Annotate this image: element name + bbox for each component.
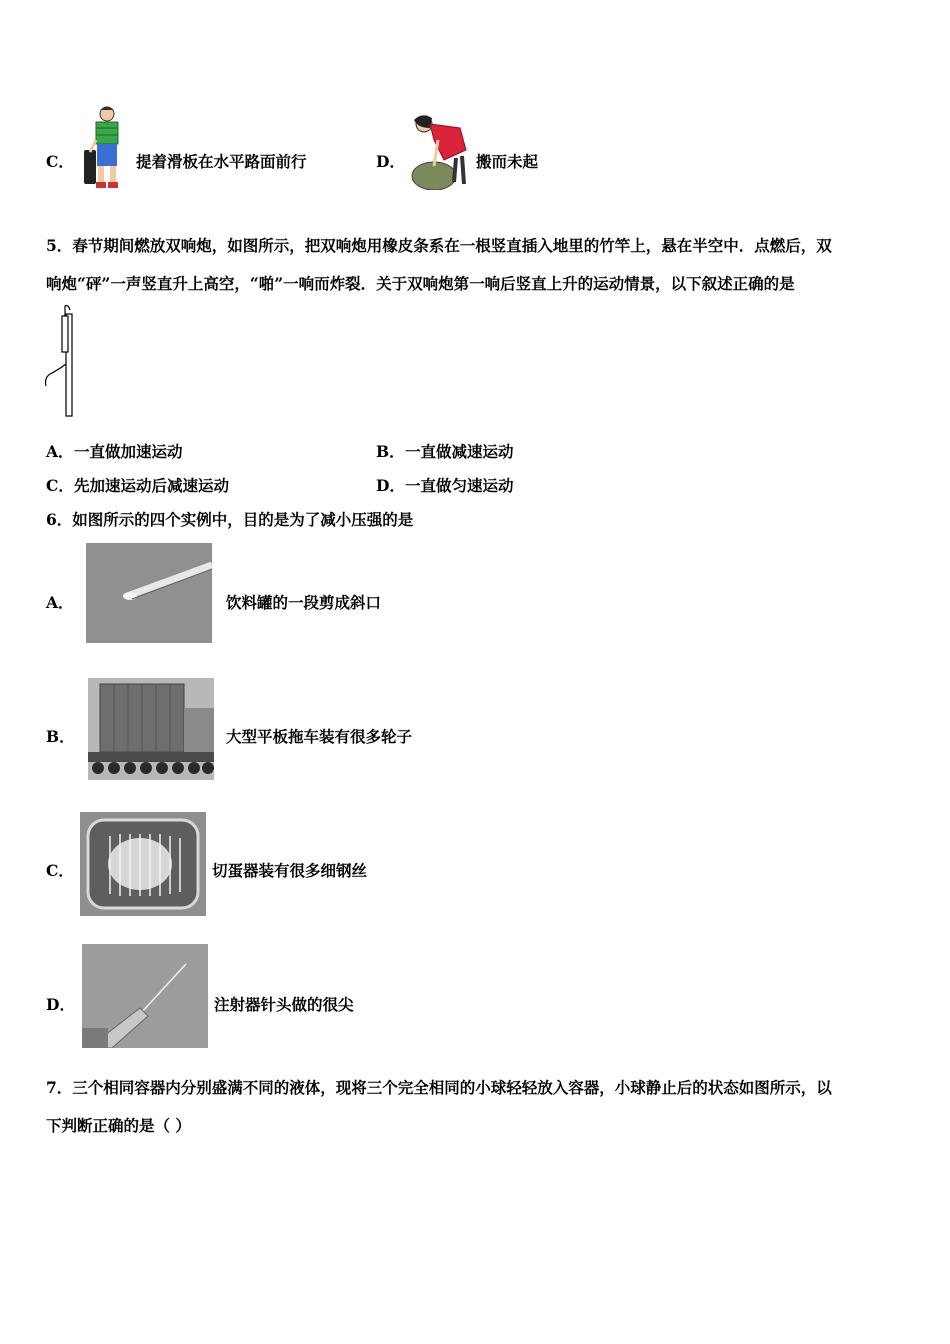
q5-option-b-label: B． (376, 442, 405, 461)
q5-option-d-text: 一直做匀速运动 (405, 476, 514, 495)
q6-option-d-label: D． (46, 995, 75, 1014)
flatbed-truck-photo (88, 678, 214, 780)
q4-option-d-label: D． (376, 152, 405, 171)
q5-option-a-label: A． (46, 442, 74, 461)
q4-option-c-label: C． (46, 152, 74, 171)
q6-option-d-text: 注射器针头做的很尖 (214, 995, 354, 1014)
q6-option-b-label: B． (46, 727, 75, 746)
q5-option-b-text: 一直做减速运动 (405, 442, 514, 461)
woman-lifting-rock-illustration (404, 110, 474, 190)
q6-option-a-text: 饮料罐的一段剪成斜口 (226, 593, 382, 612)
q5-option-c-label: C． (46, 476, 74, 495)
q7-stem-line2: 下判断正确的是（ ） (46, 1116, 191, 1135)
q5-stem-line2: 响炮“砰”一声竖直升上高空，“啪”一响而炸裂．关于双响炮第一响后竖直上升的运动情景，以下叙述正确的是 (46, 274, 795, 293)
q4-option-d-text: 搬而未起 (476, 152, 539, 171)
q5-option-a-text: 一直做加速运动 (74, 442, 183, 461)
q6-option-c-label: C． (46, 861, 74, 880)
q5-option-d-label: D． (376, 476, 405, 495)
firecracker-on-pole-diagram (40, 302, 80, 420)
q4-option-c-text: 提着滑板在水平路面前行 (136, 152, 307, 171)
q6-option-c-text: 切蛋器装有很多细钢丝 (212, 861, 368, 880)
egg-slicer-photo (80, 812, 206, 916)
q6-stem: 6．如图所示的四个实例中，目的是为了减小压强的是 (46, 510, 414, 529)
straw-photo (86, 543, 212, 643)
q6-option-a-label: A． (46, 593, 74, 612)
q5-stem-line1: 5．春节期间燃放双响炮，如图所示，把双响炮用橡皮条系在一根竖直插入地里的竹竿上，悬在半空中．点燃后，双 (46, 236, 832, 255)
q6-option-b-text: 大型平板拖车装有很多轮子 (226, 727, 413, 746)
q5-option-c-text: 先加速运动后减速运动 (74, 476, 230, 495)
q7-stem-line1: 7．三个相同容器内分别盛满不同的液体，现将三个完全相同的小球轻轻放入容器，小球静止后的状态如图所示，以 (46, 1078, 832, 1097)
syringe-photo (82, 944, 208, 1048)
boy-skateboard-illustration (80, 104, 134, 190)
